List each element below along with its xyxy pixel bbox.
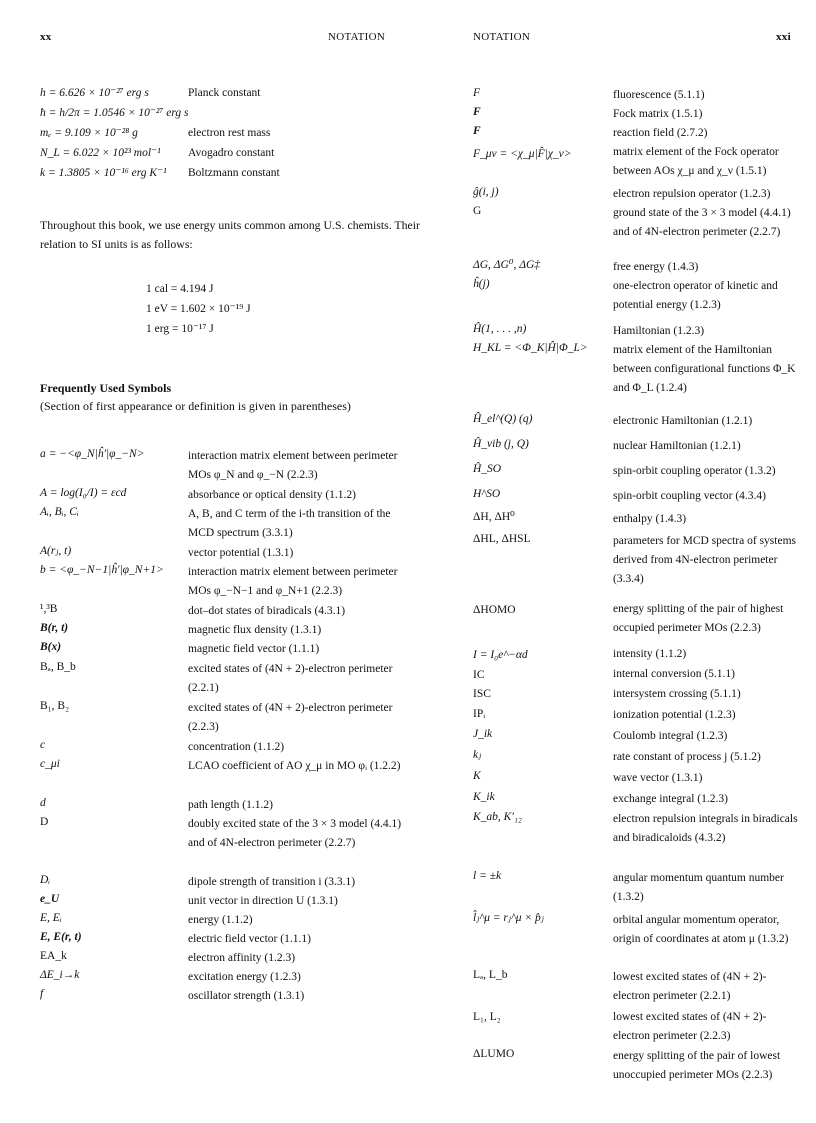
symbol: B(x)	[40, 641, 62, 653]
definition: wave vector (1.3.1)	[613, 772, 703, 784]
symbol: l̂ⱼ^μ = rⱼ^μ × p̂ⱼ	[473, 912, 544, 924]
definition: oscillator strength (1.3.1)	[188, 990, 305, 1002]
symbol: e_U	[40, 893, 60, 905]
definition: A, B, and C term of the i-th transition of the MCD spectrum (3.3.1)	[188, 508, 391, 539]
symbol: ΔHOMO	[473, 604, 516, 616]
symbol: Ĥ(1, . . . ,n)	[473, 323, 527, 335]
symbol: H_KL = <Φ_K|Ĥ|Φ_L>	[473, 342, 588, 354]
symbol: Bₐ, B_b	[40, 661, 76, 673]
definition: lowest excited states of (4N + 2)-electron perimeter (2.2.3)	[613, 1011, 767, 1042]
right-page	[473, 0, 803, 1123]
definition: ionization potential (1.2.3)	[613, 709, 736, 721]
symbol: B(r, t)	[40, 622, 69, 634]
symbol: K	[473, 770, 481, 782]
symbol: Ĥ_vib (j, Q)	[473, 438, 529, 450]
symbol: a = −<φ_N|ĥ′|φ_−N>	[40, 448, 145, 460]
constant-formula: N_L = 6.022 × 10²³ mol⁻¹	[40, 147, 161, 159]
symbol: IPᵢ	[473, 708, 486, 720]
definition: spin-orbit coupling operator (1.3.2)	[613, 465, 776, 477]
symbol: K_ik	[473, 791, 495, 803]
definition: unit vector in direction U (1.3.1)	[188, 895, 338, 907]
section-title: Frequently Used Symbols	[40, 381, 172, 395]
definition: Hamiltonian (1.2.3)	[613, 325, 705, 337]
definition: absorbance or optical density (1.1.2)	[188, 489, 356, 501]
constant-name: Planck constant	[188, 87, 261, 99]
symbol: A = log(I₀/I) = εcd	[40, 487, 127, 499]
section-subtitle: (Section of first appearance or definition is given in parentheses)	[40, 399, 351, 413]
symbol: Aᵢ, Bᵢ, Cᵢ	[40, 506, 79, 518]
definition: interaction matrix element between perimeter MOs φ_N and φ_−N (2.2.3)	[188, 450, 398, 481]
definition: dipole strength of transition i (3.3.1)	[188, 876, 356, 888]
definition: lowest excited states of (4N + 2)-electron perimeter (2.2.1)	[613, 971, 767, 1002]
left-page-number: xx	[40, 31, 52, 43]
definition: parameters for MCD spectra of systems derived from 4N-electron perimeter (3.3.4)	[613, 535, 796, 585]
symbol: ISC	[473, 688, 491, 700]
symbol: c	[40, 739, 46, 751]
constant-name: Boltzmann constant	[188, 167, 280, 179]
symbol: H^SO	[473, 488, 501, 500]
right-running-title: NOTATION	[473, 31, 531, 43]
symbol: Ĥ_el^(Q) (q)	[473, 413, 533, 425]
constant-formula: h = 6.626 × 10⁻²⁷ erg s	[40, 87, 149, 99]
definition: free energy (1.4.3)	[613, 261, 699, 273]
definition: excited states of (4N + 2)-electron perimeter (2.2.1)	[188, 663, 393, 694]
definition: energy splitting of the pair of highest occupied perimeter MOs (2.2.3)	[613, 603, 784, 634]
definition: path length (1.1.2)	[188, 799, 273, 811]
definition: Coulomb integral (1.2.3)	[613, 730, 728, 742]
definition: reaction field (2.7.2)	[613, 127, 708, 139]
definition: dot–dot states of biradicals (4.3.1)	[188, 605, 346, 617]
constant-formula: mₑ = 9.109 × 10⁻²⁸ g	[40, 127, 138, 139]
symbol: G	[473, 205, 482, 217]
definition: electron affinity (1.2.3)	[188, 952, 296, 964]
definition: electronic Hamiltonian (1.2.1)	[613, 415, 753, 427]
definition: excitation energy (1.2.3)	[188, 971, 301, 983]
symbol: F_μν = <χ_μ|F̂|χ_ν>	[473, 148, 572, 160]
symbol: A(rⱼ, t)	[40, 545, 72, 557]
symbol: Ĥ_SO	[473, 463, 502, 475]
right-page-number: xxi	[776, 31, 791, 43]
definition: matrix element of the Hamiltonian between configurational functions Φ_K and Φ_L (1.2.4)	[613, 344, 796, 394]
symbol: D	[40, 816, 49, 828]
symbol: b = <φ_−N−1|ĥ′|φ_N+1>	[40, 564, 164, 576]
symbol: K_ab, K′₁₂	[473, 811, 522, 823]
definition: energy splitting of the pair of lowest unoccupied perimeter MOs (2.2.3)	[613, 1050, 781, 1081]
symbol: F	[473, 87, 481, 99]
definition: magnetic field vector (1.1.1)	[188, 643, 320, 655]
symbol: ΔH, ΔH⁰	[473, 511, 515, 523]
definition: nuclear Hamiltonian (1.2.1)	[613, 440, 741, 452]
constant-formula: k = 1.3805 × 10⁻¹⁶ erg K⁻¹	[40, 167, 167, 179]
definition: orbital angular momentum operator, origin of coordinates at atom μ (1.3.2)	[613, 914, 789, 945]
definition: excited states of (4N + 2)-electron perimeter (2.2.3)	[188, 702, 393, 733]
symbol: ΔLUMO	[473, 1048, 515, 1060]
symbol: ΔG, ΔG⁰, ΔG‡	[473, 259, 541, 271]
definition: intersystem crossing (5.1.1)	[613, 688, 741, 700]
symbol: I = I₀e^−αd	[473, 649, 528, 661]
definition: angular momentum quantum number (1.3.2)	[613, 872, 784, 903]
unit-conversion: 1 eV = 1.602 × 10⁻¹⁹ J	[146, 303, 251, 315]
definition: fluorescence (5.1.1)	[613, 89, 705, 101]
symbol: ¹,³B	[40, 603, 58, 615]
definition: interaction matrix element between perimeter MOs φ_−N−1 and φ_N+1 (2.2.3)	[188, 566, 398, 597]
symbol: E, Eᵢ	[40, 912, 62, 924]
unit-conversion: 1 erg = 10⁻¹⁷ J	[146, 323, 214, 335]
symbol: Dᵢ	[40, 874, 51, 886]
definition: intensity (1.1.2)	[613, 648, 687, 660]
definition: spin-orbit coupling vector (4.3.4)	[613, 490, 766, 502]
definition: one-electron operator of kinetic and potential energy (1.2.3)	[613, 280, 778, 311]
symbol: L₁, L₂	[473, 1011, 501, 1023]
symbol: F	[473, 106, 481, 118]
symbol: d	[40, 797, 46, 809]
symbol: Lₐ, L_b	[473, 969, 508, 981]
constant-formula: ħ = h/2π = 1.0546 × 10⁻²⁷ erg s	[40, 107, 189, 119]
symbol: c_μi	[40, 758, 60, 770]
symbol: B₁, B₂	[40, 700, 70, 712]
intro-paragraph: Throughout this book, we use energy units common among U.S. chemists. Their relation to SI units is as follows:	[40, 218, 420, 251]
symbol: ĥ(j)	[473, 278, 490, 290]
definition: electron repulsion operator (1.2.3)	[613, 188, 771, 200]
definition: doubly excited state of the 3 × 3 model (4.4.1) and of 4N-electron perimeter (2.2.7)	[188, 818, 402, 849]
definition: LCAO coefficient of AO χ_μ in MO φᵢ (1.2.2)	[188, 760, 401, 772]
definition: Fock matrix (1.5.1)	[613, 108, 703, 120]
constant-name: Avogadro constant	[188, 147, 275, 159]
symbol: ĝ(i, j)	[473, 186, 499, 198]
symbol: kⱼ	[473, 749, 482, 761]
symbol: ΔHL, ΔHSL	[473, 533, 531, 545]
definition: exchange integral (1.2.3)	[613, 793, 728, 805]
definition: matrix element of the Fock operator between AOs χ_μ and χ_ν (1.5.1)	[613, 146, 779, 177]
left-page	[40, 0, 420, 1123]
symbol: IC	[473, 669, 485, 681]
unit-conversion: 1 cal = 4.194 J	[146, 283, 214, 295]
left-running-title: NOTATION	[328, 31, 386, 43]
definition: energy (1.1.2)	[188, 914, 253, 926]
symbol: F	[473, 125, 481, 137]
definition: concentration (1.1.2)	[188, 741, 285, 753]
definition: rate constant of process j (5.1.2)	[613, 751, 761, 763]
symbol: l = ±k	[473, 870, 502, 882]
definition: ground state of the 3 × 3 model (4.4.1) and of 4N-electron perimeter (2.2.7)	[613, 207, 791, 238]
symbol: ΔE_i→k	[40, 969, 80, 981]
definition: magnetic flux density (1.3.1)	[188, 624, 322, 636]
symbol: EA_k	[40, 950, 67, 962]
symbol: E, E(r, t)	[40, 931, 82, 943]
symbol: J_ik	[473, 728, 493, 740]
definition: internal conversion (5.1.1)	[613, 668, 735, 680]
constant-name: electron rest mass	[188, 127, 271, 139]
symbol: f	[40, 988, 44, 1000]
definition: vector potential (1.3.1)	[188, 547, 294, 559]
definition: enthalpy (1.4.3)	[613, 513, 687, 525]
definition: electric field vector (1.1.1)	[188, 933, 311, 945]
definition: electron repulsion integrals in biradicals and biradicaloids (4.3.2)	[613, 813, 798, 844]
